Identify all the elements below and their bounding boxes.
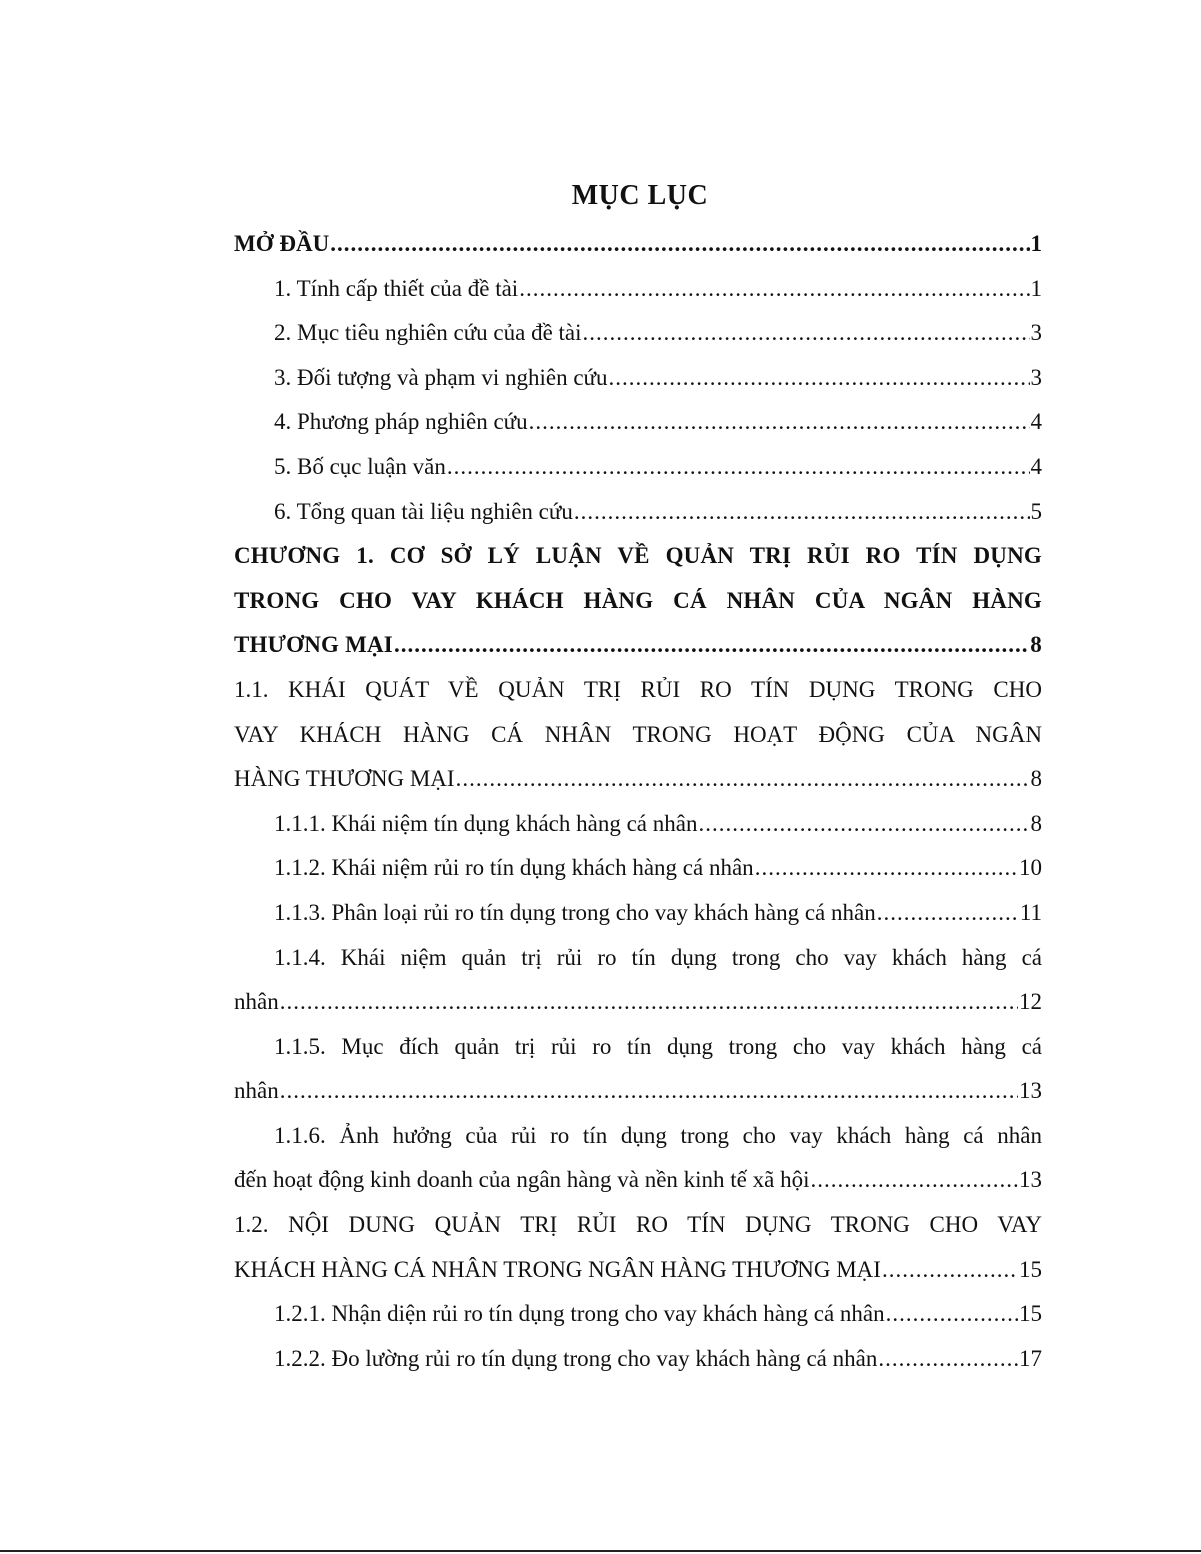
toc-page-number: 1: [1030, 275, 1042, 301]
toc-entry-leader-line: [234, 356, 1042, 401]
toc-entry-text: 1.1.2. Khái niệm rủi ro tín dụng khách hàng cá nhân: [274, 855, 754, 881]
toc-entry[interactable]: [234, 846, 1042, 891]
toc-page-number: 17: [1019, 1345, 1042, 1371]
toc-entry-leader-line: [234, 1069, 1042, 1114]
toc-page-number: 8: [1030, 810, 1042, 836]
table-of-contents: [234, 222, 1042, 1381]
toc-entry-text: 5. Bố cục luận văn: [274, 453, 446, 479]
dot-leader: [882, 1248, 1018, 1293]
toc-entry-line: CHƯƠNG 1. CƠ SỞ LÝ LUẬN VỀ QUẢN TRỊ RỦI RO TÍN DỤNG: [234, 543, 1042, 569]
toc-page-number: 4: [1030, 453, 1042, 479]
dot-leader: [330, 222, 1029, 267]
toc-page-number: 13: [1019, 1078, 1042, 1104]
toc-entry-line: 1.2. NỘI DUNG QUẢN TRỊ RỦI RO TÍN DỤNG TRONG CHO VAY: [234, 1212, 1042, 1238]
toc-entry-text: 6. Tổng quan tài liệu nghiên cứu: [274, 498, 573, 524]
dot-leader: [878, 1337, 1018, 1382]
toc-page-number: 5: [1030, 498, 1042, 524]
toc-entry[interactable]: [234, 668, 1042, 802]
toc-entry-leader-line: [234, 311, 1042, 356]
dot-leader: [394, 623, 1029, 668]
toc-entry-text: HÀNG THƯƠNG MẠI: [234, 766, 455, 792]
toc-entry[interactable]: [234, 802, 1042, 847]
toc-entry[interactable]: [234, 490, 1042, 535]
toc-entry-text: 1.2.2. Đo lường rủi ro tín dụng trong cho vay khách hàng cá nhân: [274, 1345, 878, 1371]
toc-entry-leader-line: [234, 980, 1042, 1025]
dot-leader: [886, 1292, 1018, 1337]
toc-entry-leader-line: [234, 1337, 1042, 1382]
toc-entry-text: 1.1.1. Khái niệm tín dụng khách hàng cá nhân: [274, 810, 698, 836]
toc-entry-leader-line: [234, 846, 1042, 891]
toc-entry-text: 4. Phương pháp nghiên cứu: [274, 409, 528, 435]
toc-page-number: 13: [1019, 1167, 1042, 1193]
toc-entry[interactable]: [234, 1203, 1042, 1292]
toc-entry[interactable]: [234, 311, 1042, 356]
toc-entry[interactable]: [234, 356, 1042, 401]
toc-entry-leader-line: [234, 222, 1042, 267]
toc-entry-text: THƯƠNG MẠI: [234, 632, 393, 658]
toc-entry-text: 3. Đối tượng và phạm vi nghiên cứu: [274, 364, 608, 390]
toc-page-number: 15: [1019, 1301, 1042, 1327]
toc-entry-leader-line: [234, 623, 1042, 668]
toc-entry-leader-line: [234, 1292, 1042, 1337]
toc-entry-line: 1.1.4. Khái niệm quản trị rủi ro tín dụng trong cho vay khách hàng cá: [274, 944, 1042, 970]
dot-leader: [698, 802, 1029, 847]
toc-entry-leader-line: [234, 267, 1042, 312]
dot-leader: [877, 891, 1019, 936]
page-title: MỤC LỤC: [571, 180, 709, 211]
toc-entry-text: nhân: [234, 1078, 279, 1104]
toc-entry-text: đến hoạt động kinh doanh của ngân hàng và nền kinh tế xã hội: [234, 1167, 810, 1193]
toc-entry-text: KHÁCH HÀNG CÁ NHÂN TRONG NGÂN HÀNG THƯƠNG MẠI: [234, 1256, 881, 1282]
toc-entry[interactable]: [234, 1025, 1042, 1114]
toc-entry[interactable]: [234, 222, 1042, 267]
toc-entry-leader-line: [234, 891, 1042, 936]
toc-entry-leader-line: [234, 1248, 1042, 1293]
toc-entry-text: 1.1.3. Phân loại rủi ro tín dụng trong cho vay khách hàng cá nhân: [274, 899, 876, 925]
toc-entry-line: 1.1.6. Ảnh hưởng của rủi ro tín dụng trong cho vay khách hàng cá nhân: [274, 1122, 1042, 1148]
page-bottom-rule: [0, 1550, 1201, 1552]
dot-leader: [456, 757, 1030, 802]
toc-entry-leader-line: [234, 400, 1042, 445]
toc-entry-text: nhân: [234, 989, 279, 1015]
toc-page-number: 11: [1019, 899, 1042, 925]
toc-entry[interactable]: [234, 936, 1042, 1025]
toc-entry-text: 2. Mục tiêu nghiên cứu của đề tài: [274, 320, 582, 346]
toc-entry[interactable]: [234, 891, 1042, 936]
toc-entry-line: TRONG CHO VAY KHÁCH HÀNG CÁ NHÂN CỦA NGÂN HÀNG: [234, 587, 1042, 613]
toc-entry-leader-line: [234, 757, 1042, 802]
dot-leader: [447, 445, 1030, 490]
toc-entry-line: 1.1.5. Mục đích quản trị rủi ro tín dụng trong cho vay khách hàng cá: [274, 1033, 1042, 1059]
toc-entry[interactable]: [234, 267, 1042, 312]
toc-entry-line: VAY KHÁCH HÀNG CÁ NHÂN TRONG HOẠT ĐỘNG CỦA NGÂN: [234, 721, 1042, 747]
toc-page-number: 15: [1019, 1256, 1042, 1282]
dot-leader: [280, 1069, 1018, 1114]
toc-entry[interactable]: [234, 1292, 1042, 1337]
toc-entry-leader-line: [234, 802, 1042, 847]
toc-entry[interactable]: [234, 534, 1042, 668]
toc-entry-leader-line: [234, 490, 1042, 535]
dot-leader: [574, 490, 1030, 535]
dot-leader: [529, 400, 1030, 445]
toc-entry[interactable]: [234, 1114, 1042, 1203]
toc-entry[interactable]: [234, 445, 1042, 490]
toc-page-number: 8: [1030, 632, 1042, 658]
toc-entry[interactable]: [234, 1337, 1042, 1382]
dot-leader: [609, 356, 1030, 401]
toc-entry-line: 1.1. KHÁI QUÁT VỀ QUẢN TRỊ RỦI RO TÍN DỤNG TRONG CHO: [234, 676, 1042, 702]
toc-entry-leader-line: [234, 445, 1042, 490]
toc-entry-text: 1. Tính cấp thiết của đề tài: [274, 275, 519, 301]
toc-page-number: 3: [1030, 364, 1042, 390]
dot-leader: [755, 846, 1018, 891]
toc-entry-text: MỞ ĐẦU: [234, 231, 330, 256]
dot-leader: [583, 311, 1030, 356]
dot-leader: [811, 1158, 1019, 1203]
toc-page-number: 12: [1019, 989, 1042, 1015]
toc-page-number: 10: [1019, 855, 1042, 881]
toc-page-number: 1: [1030, 231, 1042, 256]
dot-leader: [519, 267, 1029, 312]
toc-entry[interactable]: [234, 400, 1042, 445]
toc-page-number: 8: [1030, 766, 1042, 792]
toc-entry-leader-line: [234, 1158, 1042, 1203]
toc-page-number: 4: [1030, 409, 1042, 435]
dot-leader: [280, 980, 1018, 1025]
toc-page-number: 3: [1030, 320, 1042, 346]
toc-entry-text: 1.2.1. Nhận diện rủi ro tín dụng trong cho vay khách hàng cá nhân: [274, 1301, 885, 1327]
